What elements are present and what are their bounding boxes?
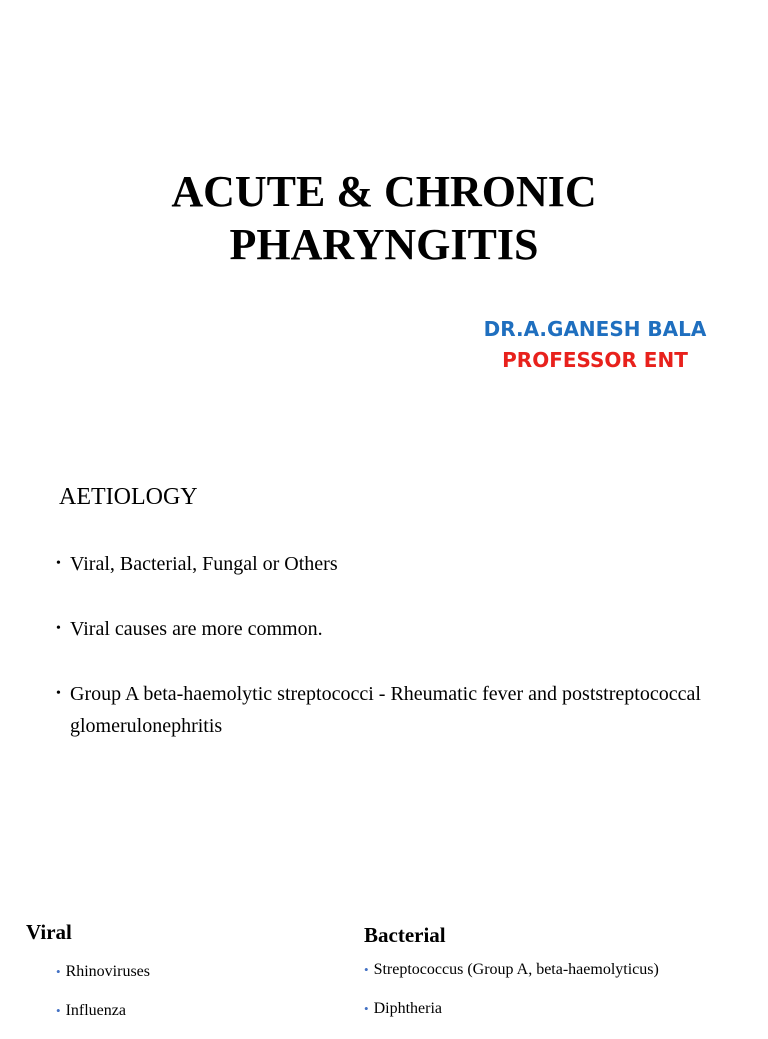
bullet-icon: •	[364, 962, 369, 977]
list-item	[56, 961, 150, 983]
title-line-2: PHARYNGITIS	[229, 220, 539, 269]
bullet-text: Viral, Bacterial, Fungal or Others	[70, 553, 338, 575]
types-slide	[0, 860, 768, 1024]
list-item-text: Diphtheria	[373, 1000, 442, 1017]
list-item	[56, 678, 736, 742]
list-item-text: Influenza	[65, 1002, 126, 1019]
bullet-text: Group A beta-haemolytic streptococci - Rheumatic fever and poststreptococcal glomerulonephritis	[70, 683, 701, 737]
list-item	[364, 959, 659, 981]
bullet-icon: •	[56, 556, 61, 571]
title-slide	[0, 0, 768, 430]
viral-heading: Viral	[26, 920, 72, 944]
bacterial-heading: Bacterial	[364, 923, 446, 947]
aetiology-bullet-list	[56, 548, 736, 775]
list-item	[56, 548, 736, 580]
bullet-icon: •	[56, 964, 61, 979]
list-item	[56, 613, 736, 645]
bullet-icon: •	[364, 1001, 369, 1016]
aetiology-heading: AETIOLOGY	[59, 484, 198, 510]
bullet-icon: •	[56, 621, 61, 636]
viral-list	[56, 961, 150, 1039]
bacterial-list	[364, 959, 659, 1037]
author-name: DR.A.GANESH BALA	[483, 317, 707, 341]
list-item-text: Rhinoviruses	[65, 963, 151, 980]
list-item-text: Streptococcus (Group A, beta-haemolyticus)	[373, 961, 659, 978]
list-item	[56, 1000, 150, 1022]
author-block	[450, 314, 740, 376]
author-role: PROFESSOR ENT	[502, 348, 688, 372]
presentation-title	[0, 165, 768, 271]
title-line-1: ACUTE & CHRONIC	[171, 167, 597, 216]
bullet-text: Viral causes are more common.	[70, 618, 323, 640]
bullet-icon: •	[56, 686, 61, 701]
aetiology-slide	[0, 430, 768, 860]
list-item	[364, 998, 659, 1020]
bullet-icon: •	[56, 1003, 61, 1018]
